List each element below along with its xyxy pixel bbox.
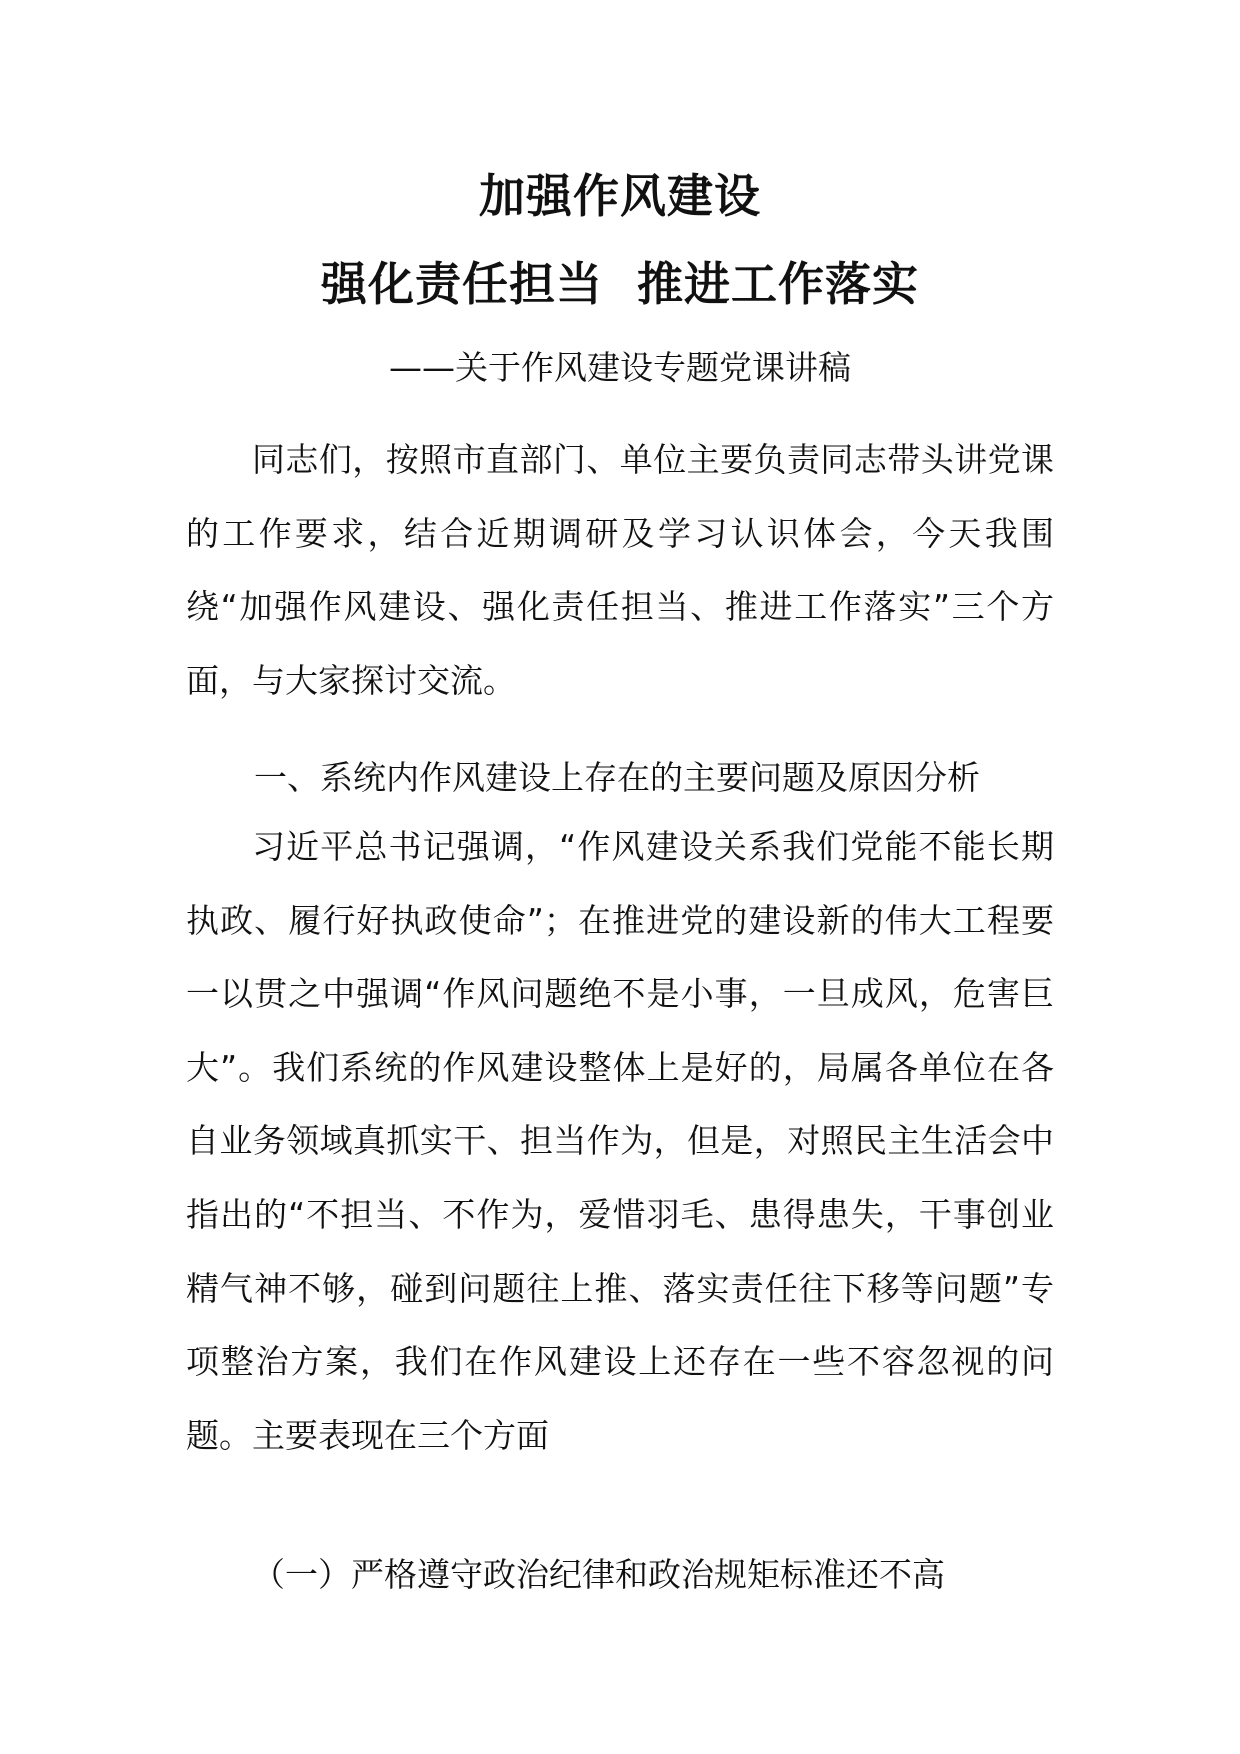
document-subtitle: ——关于作风建设专题党课讲稿 (389, 348, 851, 387)
intro-paragraph: 同志们，按照市直部门、单位主要负责同志带头讲党课的工作要求，结合近期调研及学习认识体会，今天我围绕“加强作风建设、强化责任担当、推进工作落实”三个方面，与大家探讨交流。 (186, 440, 1054, 700)
section-1-heading: 一、系统内作风建设上存在的主要问题及原因分析 (254, 758, 980, 797)
subsection-1-heading: （一）严格遵守政治纪律和政治规矩标准还不高 (252, 1555, 945, 1594)
document-title-line-1: 加强作风建设 (479, 169, 761, 223)
document-title-line-2: 强化责任担当 推进工作落实 (320, 257, 920, 311)
section-1-paragraph: 习近平总书记强调，“作风建设关系我们党能不能长期执政、履行好执政使命”；在推进党的建设新的伟大工程要一以贯之中强调“作风问题绝不是小事，一旦成风，危害巨大”。我们系统的作风建设整体上是好的，局属各单位在各自业务领域真抓实干、担当作为，但是，对照民主生活会中指出的“不担当、不作为，爱惜羽毛、患得患失，干事创业精气神不够，碰到问题往上推、落实责任往下移等问题”专项整治方案，我们在作风建设上还存在一些不容忽视的问题。主要表现在三个方面 (186, 827, 1054, 1455)
